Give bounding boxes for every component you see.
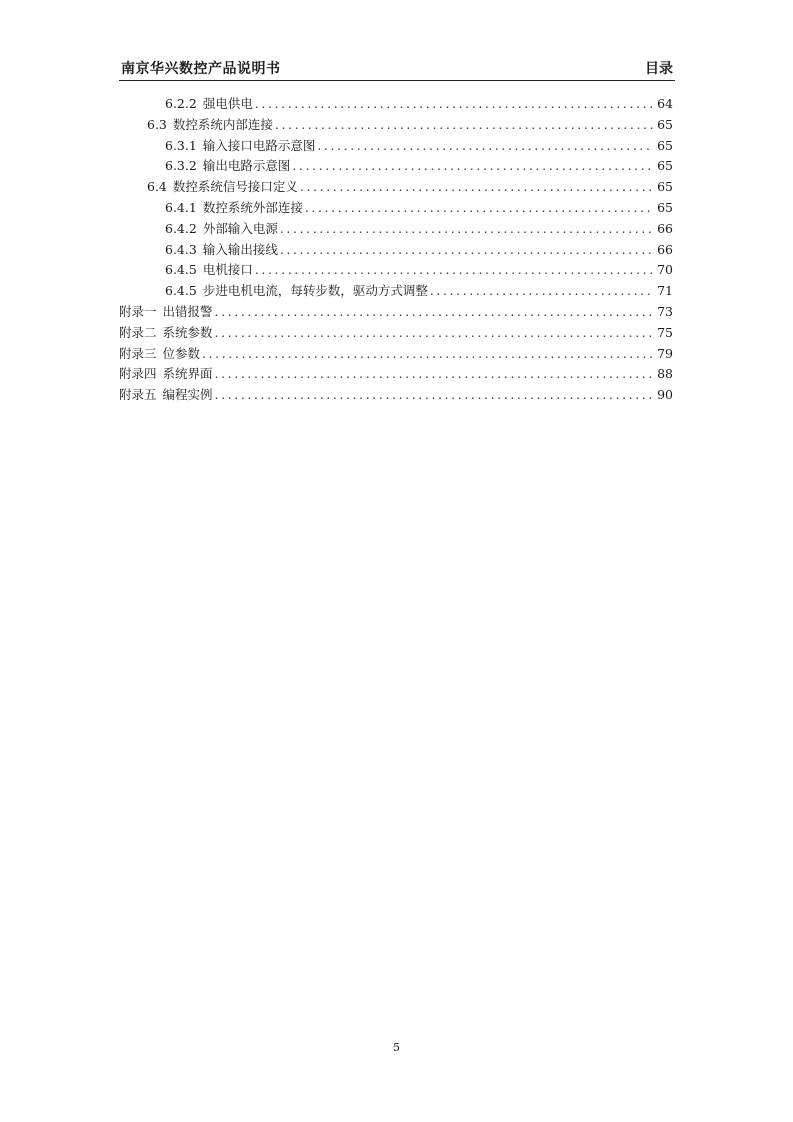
toc-leader-dots xyxy=(255,94,653,115)
toc-entry[interactable] xyxy=(119,115,673,136)
toc-entry[interactable] xyxy=(119,323,673,344)
toc-page-number: 70 xyxy=(657,262,673,278)
toc-number: 6.3.1 xyxy=(165,137,197,153)
toc-number: 6.4.5 xyxy=(165,283,197,299)
toc-leader-dots xyxy=(275,115,653,136)
toc-page-number: 73 xyxy=(657,303,673,319)
toc-entry[interactable] xyxy=(119,385,673,406)
toc-page-number: 79 xyxy=(657,345,673,361)
toc-entry[interactable] xyxy=(119,198,673,219)
toc-page-number: 75 xyxy=(657,324,673,340)
toc-number: 附录四 xyxy=(119,366,157,382)
toc-entry[interactable] xyxy=(119,94,673,115)
toc-entry[interactable] xyxy=(119,156,673,177)
toc-number: 6.4 xyxy=(147,179,167,195)
toc-leader-dots xyxy=(255,260,653,281)
toc-entry[interactable] xyxy=(119,260,673,281)
toc-number: 6.3.2 xyxy=(165,158,197,174)
toc-leader-dots xyxy=(300,177,653,198)
toc-page-number: 65 xyxy=(657,179,673,195)
toc-title: 数控系统内部连接 xyxy=(172,116,273,132)
toc-entry[interactable] xyxy=(119,364,673,385)
toc-page-number: 88 xyxy=(657,366,673,382)
toc-title: 编程实例 xyxy=(162,387,213,403)
toc-number: 6.2.2 xyxy=(165,96,197,111)
toc-title: 输入输出接线 xyxy=(202,241,278,257)
toc-title: 出错报警 xyxy=(162,303,213,319)
toc-number: 附录二 xyxy=(119,324,157,340)
toc-page-number: 65 xyxy=(657,199,673,215)
toc-title: 输出电路示意图 xyxy=(202,158,291,174)
toc-title: 数控系统外部连接 xyxy=(202,199,303,215)
toc-leader-dots xyxy=(215,364,653,385)
toc-entry[interactable] xyxy=(119,281,673,302)
toc-number: 6.4.5 xyxy=(165,262,197,278)
toc-title: 步进电机电流，每转步数，驱动方式调整 xyxy=(202,283,428,299)
toc-leader-dots xyxy=(280,219,653,240)
table-of-contents xyxy=(119,94,673,406)
toc-number: 6.4.2 xyxy=(165,220,197,236)
toc-title: 系统参数 xyxy=(162,324,213,340)
toc-number: 附录一 xyxy=(119,303,157,319)
toc-page-number: 66 xyxy=(657,220,673,236)
toc-leader-dots xyxy=(280,240,653,261)
document-title: 南京华兴数控产品说明书 xyxy=(121,61,281,77)
toc-entry[interactable] xyxy=(119,136,673,157)
toc-leader-dots xyxy=(317,136,653,157)
toc-page-number: 65 xyxy=(657,137,673,153)
toc-leader-dots xyxy=(305,198,653,219)
toc-number: 6.3 xyxy=(147,116,167,132)
toc-page-number: 65 xyxy=(657,116,673,132)
toc-title: 输入接口电路示意图 xyxy=(202,137,316,153)
toc-page-number: 64 xyxy=(657,96,673,111)
toc-entry[interactable] xyxy=(119,219,673,240)
toc-title: 系统界面 xyxy=(162,366,213,382)
toc-leader-dots xyxy=(430,281,653,302)
section-title: 目录 xyxy=(645,61,673,77)
toc-number: 6.4.3 xyxy=(165,241,197,257)
toc-page-number: 71 xyxy=(657,283,673,299)
toc-title: 外部输入电源 xyxy=(202,220,278,236)
toc-leader-dots xyxy=(202,344,653,365)
toc-title: 位参数 xyxy=(162,345,201,361)
toc-leader-dots xyxy=(215,385,653,406)
toc-title: 数控系统信号接口定义 xyxy=(172,179,298,195)
toc-entry[interactable] xyxy=(119,177,673,198)
toc-number: 附录三 xyxy=(119,345,157,361)
page-number: 5 xyxy=(393,1041,400,1054)
toc-page-number: 90 xyxy=(657,387,673,403)
toc-page-number: 66 xyxy=(657,241,673,257)
toc-page-number: 65 xyxy=(657,158,673,174)
toc-leader-dots xyxy=(215,323,653,344)
toc-number: 6.4.1 xyxy=(165,199,197,215)
toc-entry[interactable] xyxy=(119,302,673,323)
toc-entry[interactable] xyxy=(119,240,673,261)
toc-entry[interactable] xyxy=(119,344,673,365)
page-header xyxy=(119,56,675,81)
toc-title: 强电供电 xyxy=(202,96,253,111)
toc-leader-dots xyxy=(215,302,653,323)
toc-leader-dots xyxy=(292,156,653,177)
toc-title: 电机接口 xyxy=(202,262,253,278)
toc-number: 附录五 xyxy=(119,387,157,403)
